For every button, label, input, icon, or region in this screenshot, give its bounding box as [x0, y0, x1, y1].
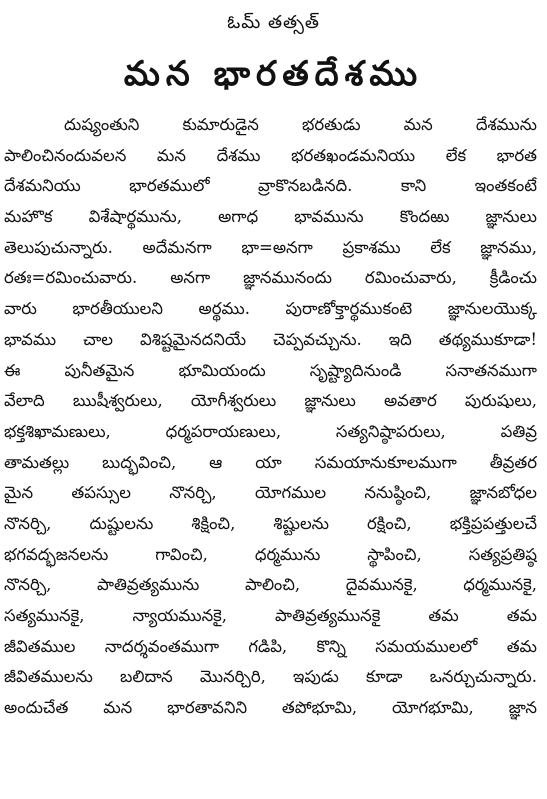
- text-line: జీవితములను బలిదాన మొనర్చిరి, ఇపుడు కూడా ఒనర్చుచున్నారు.: [4, 667, 537, 687]
- text-line: వారు భారతీయులని అర్థము. పురాణోక్తార్థముకంటె జ్ఞానులయొక్క: [4, 299, 537, 319]
- text-line: నొనర్చి, పాతివ్రత్యమును పాలించి, దైవమునకై, ధర్మమునకై,: [4, 575, 537, 595]
- text-line: నొనర్చి, దుష్టులను శిక్షించి, శిష్టులను రక్షించి, భక్తిప్రపత్తులచే: [4, 513, 537, 533]
- text-line: తామతల్లు బుద్భవించి, ఆ యా సమయానుకూలముగా తీవ్రతర: [4, 452, 537, 472]
- text-line: దేశమనియు భారతములో వ్రాకొనబడినది. కాని ఇంతకంటే: [4, 176, 537, 196]
- text-line: మైన తపస్సుల నొనర్చి, యోగముల ననుష్ఠించి, జ్ఞానబోధల: [4, 483, 537, 503]
- body-paragraph: [4, 110, 537, 724]
- text-line: తెలుపుచున్నారు. అదేమనగా భా=అనగా ప్రకాశము లేక జ్ఞానము,: [4, 237, 537, 257]
- page-title: మన భారతదేశము: [123, 54, 424, 94]
- text-line: వేలాది ఋషీశ్వరులు, యోగీశ్వరులు జ్ఞానులు అవతార పురుషులు,: [4, 391, 537, 411]
- text-line: రతః=రమించువారు. అనగా జ్ఞానమునందు రమించువారు, క్రీడించు: [4, 268, 537, 288]
- text-line: భక్తశిఖామణులు, ధర్మపరాయణులు, సత్యనిష్ఠాపరులు, పతివ్ర: [4, 421, 537, 441]
- text-line: మహొక విశేషార్థమును, అగాధ భావమును కొందఱు జ్ఞానులు: [4, 207, 537, 227]
- text-line: పాలించినందువలన మన దేశము భరతఖండమనియు లేక భారత: [4, 145, 537, 165]
- text-line: జీవితముల నాదర్శవంతముగా గడిపి, కొన్ని సమయములలో తమ: [4, 636, 537, 656]
- text-line: దుష్యంతుని కుమారుడైన భరతుడు మన దేశమును: [64, 115, 537, 134]
- text-line: అందుచేత మన భారతావనిని తపోభూమి, యోగభూమి, జ్ఞాన: [4, 698, 537, 718]
- text-line: భగవద్భజనలను గావించి, ధర్మమును స్థాపించి, సత్యప్రతిష్ఠ: [4, 544, 537, 564]
- text-line: సత్యమునకై, న్యాయమునకై, పాతివ్రత్యమునకై తమ తమ: [4, 606, 537, 625]
- text-line: ఈ పునీతమైన భూమియందు సృష్ట్యాదినుండి సనాతనముగా: [4, 360, 537, 380]
- invocation-heading: ఓమ్ తత్సత్: [227, 12, 320, 33]
- text-line: భావము చాల విశిష్టమైనదనియే చెప్పవచ్చును. ఇది తథ్యముకూడా!: [4, 329, 537, 349]
